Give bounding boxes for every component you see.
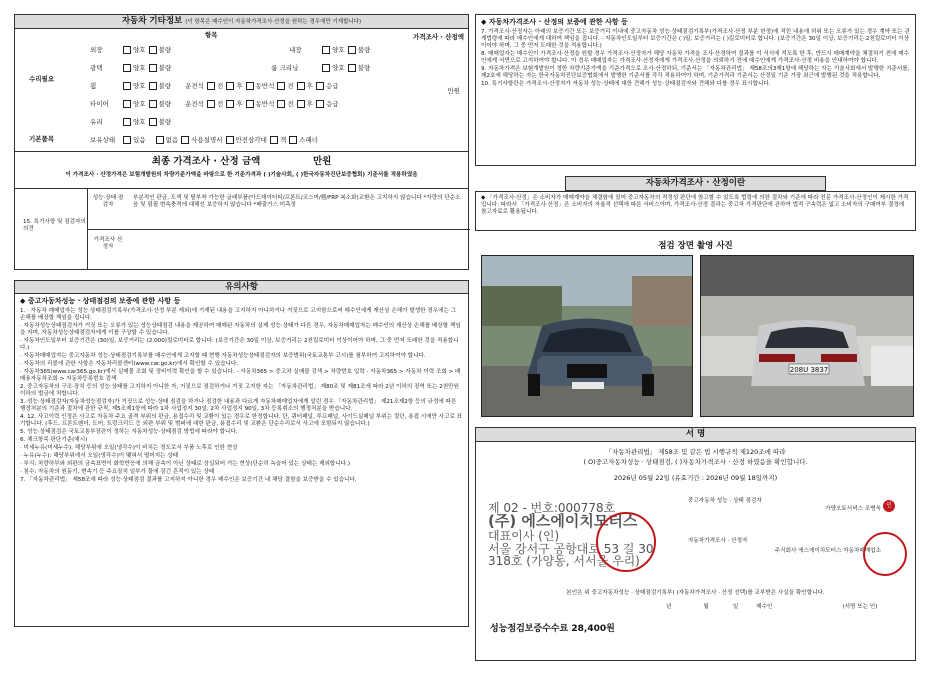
receive-buyer: 매수인 [756,603,773,610]
checkbox[interactable] [123,100,131,108]
row-label: 외장 [90,45,103,54]
repair-label: 수리필요 [29,74,55,83]
opt-label: 전 [216,81,224,90]
checkbox[interactable] [348,64,356,72]
notice-title: 유의사항 [225,281,258,292]
checkbox[interactable] [246,82,254,90]
notice-item: · 누유(누수): 해당부위에서 오일(냉각수)이 맺혀서 떨어지는 상태 [20,452,179,459]
pg-item: 8. 매매업자는 매수인이 가격조사·산정을 원할 경우 가격조사·산정자가 해당 자동차 가격을 조사·산정하여 결과를 이 서식에 적도록 한 후, 반드시 매매계약을 체결하기 전에 매수인에게 서면으로 고지하여야 합니다. 이 경우 매매업자는 가격조사·산정자에게 가격조사·산정을 의뢰하기 전에 매수인에게 가격조사·산정 비용을 안내하여야 합니다. [481,50,910,64]
pg-item: 10. 특기사항란은 가격조사·산정자가 자동차 성능·상태에 대한 견해가 성능·상태점검자와 견해와 다를 경우 표시합니다. [481,80,771,87]
repair-row-polish [90,59,450,77]
checkbox[interactable] [181,136,189,144]
repair-row-exterior [90,41,450,59]
opt-label: 운전석 [185,99,204,108]
etc-info-note: (이 항목은 매수인이 자동차가격조사·산정을 원하는 경우에만 기재합니다) [185,19,362,25]
notice-item: · 자동차인도일부터 보증기간은 (30)일, 보증거리는 (2,000)킬로미터로 합니다. (보증기간은 30일 이상, 보증거리는 2천킬로미터 이상이어야 하며, 그 중 먼저 도래한 것을 적용합니다.) [20,337,459,351]
signature-box [475,442,916,661]
checkbox[interactable] [226,136,234,144]
notice-item: 3. 성능·상태점검자(자동차성능점검자)가 거짓으로 성능·상태 점검을 하거나 점검한 내용과 다르게 자동차매매업자에게 알린 경우 「자동차관리법」 제21조제2항 등의 규정에 따른 행정처분의 기준과 절차에 관한 규칙, 제5조제1항에 따라 1차 사업정지 30일, 2차 사업정지 90일, 3차 등록취소의 행정처분을 받습니다. [20,398,457,412]
checkbox[interactable] [246,100,254,108]
notice-header [14,280,469,295]
price-explain-header [565,176,826,191]
repair-rows [90,41,450,149]
opt-label: 불량 [357,45,371,54]
front-photo [481,255,693,417]
notice-section-title: ◆ 중고자동차성능 · 상태점검의 보증에 관한 사항 등 [20,297,181,306]
notice-item: · 자동차365(www.car365.go.kr)에서 실매물 조회 및 정비이력 확인을 할 수 있습니다. - 자동차365 > 중고차 실매물 검색 > 차량번호 입력 - 자동차365 > 자동차 이력 조회 > 매매용자동차조회 > 자동차등록번호 검색 [20,368,461,382]
photos-area [475,255,916,423]
opt-label: 전 [287,81,294,90]
row-label: 타이어 [90,99,109,108]
stamp-line: 서울 강서구 공항대로 53 길 30 [488,541,654,556]
inspection-fee: 성능점검보증수수료 28,400원 [490,623,615,634]
basic-label: 기본품목 [29,134,55,143]
price-line: 자동차가격조사 · 산정자 [688,537,748,544]
signature-title: 서 명 [685,429,706,440]
checkbox[interactable] [123,64,131,72]
receive-day: 일 [732,603,739,610]
opt-label: 전 [287,99,294,108]
checkbox[interactable] [277,100,285,108]
opt-label: 불량 [158,63,172,72]
right-column [475,14,916,668]
opt-label: 양호 [133,99,146,108]
opt-label: 불량 [158,117,172,126]
basic-items-row [90,131,450,149]
law-line: 「자동차관리법」 제58조 및 같은 법 시행규칙 제120조에 따라 [605,447,786,456]
checkbox[interactable] [322,46,330,54]
opt-label: 전 [216,99,224,108]
car-front-image [482,256,692,416]
opt-label: 후 [236,81,243,90]
repair-row-glass [90,113,450,131]
checkbox[interactable] [149,118,157,126]
opt-label: 후 [306,81,313,90]
checkbox[interactable] [226,100,234,108]
repair-row-tire [90,95,450,113]
checkbox[interactable] [297,100,305,108]
opt-label: 불량 [357,63,371,72]
checkbox[interactable] [316,82,324,90]
receive-month: 월 [703,603,709,610]
price-guarantee-box [475,14,916,166]
opt-label: 후 [236,99,243,108]
perf-checker-label: 성능·상태 점검자 [92,194,124,208]
stamp-line: 318호 (가양동, 서서울 우리) [488,554,640,569]
notice-list [20,308,463,484]
notice-body [14,294,469,627]
receive-year: 년 [666,603,672,610]
checkbox[interactable] [149,100,157,108]
perf-checker-text: 부분적인 판금, 도색 및 탈부착 가능한 글래부품(아드데이터티/프론트/코스머/휀/FRP 복소화)교환은 고지하지 않습니다 *자량의 단순소음 및 펌필 변속충격에 대해선 보증하지 않습니다 *배출가스 미측정 [133,194,461,208]
etc-info-title: 자동차 기타정보 [121,16,183,26]
final-price-box [14,152,469,189]
checkbox[interactable] [123,82,131,90]
notice-item: · 침수: 자동차의 원동기, 변속기 등 주요장치 일부가 물에 잠긴 흔적이 있는 상태 [20,468,215,475]
receive-date [666,604,877,611]
checkbox[interactable] [207,100,215,108]
etc-info-table [14,29,469,152]
price-unit: 만원 [447,86,460,95]
final-price-title: 최종 가격조사 · 산정 금액 [151,155,261,167]
opt-label: 없음 [165,135,179,144]
final-price-note: 이 가격조사 · 산정가격은 보험개발원의 차량기준가액을 바탕으로 한 기준가격과 ( )기술사회, ( )한국자동차진단보증협회) 기준서를 적용하였음 [65,171,418,178]
stamp-line: (주) 에스에이치모터스 [488,512,638,531]
col-item-label: 항목 [205,30,218,39]
checkbox[interactable] [322,64,330,72]
checkbox[interactable] [149,46,157,54]
opt-label: 양호 [133,117,146,126]
price-explain-box [475,191,916,231]
checkbox[interactable] [289,136,297,144]
receive-sign: (서명 또는 인) [842,603,878,610]
checkbox[interactable] [348,46,356,54]
company-stamp [488,502,688,568]
price-guarantee-list [481,29,910,88]
special-remarks-box [14,189,469,270]
checkbox[interactable] [270,136,278,144]
opt-label: 불량 [158,45,172,54]
opt-label: 운전석 [185,81,204,90]
price-explain-text: ◆ 「가격조사·산정」은 소비자가 매매계약을 체결함에 있어 중고자동차의 적정성 판단에 참고할 수 있도록 법령에 의한 절차와 기준에 따라 전문 가격조사·산정인이 제시한 가격입니다. 따라서 「가격조사·산정」은 소비자의 자율적 선택에 따른 서비스이며, 가격조사·산정 결과는 중고차 가격판단에 관하여 법적 구속력은 없고 소비자의 구매여부 결정에 참고자료로 활용됩니다. [481,194,909,215]
opt-label: 양호 [332,45,345,54]
notice-item: · 부식: 차량하부와 외판의 금속표면이 화학반응에 의해 금속이 아닌 상태로 상실되어 가는 현상(단순히 녹슬어 있는 상태는 제외합니다.) [20,460,351,467]
plate-text: 208U 3837 [789,366,829,375]
seller-line: 중고자동차 성능 · 상태 점검자 [688,497,762,504]
notice-item: 2. 중고자동차의 구조·장치 등의 성능·상태를 고지하지 아니한 자, 거짓으로 점검하거나 거짓 고지한 자는 「자동차관리법」 제80조 및 제81조에 따라 2년 이하의 징역 또는 2천만원 이하의 벌금에 처합니다. [20,383,459,397]
notice-item: · 자동차매매업자는 중고자동차 성능·상태점검기록부를 매수인에게 고지할 때 현행 자동차성능상태점검자의 보증범위(국토교통부 고시)를 첨부하여 고지하여야 합니다. [20,352,426,359]
pg-item: 7. 가격조사·산정자는 아래의 보증기간 또는 보증거리 이내에 중고자동차 성능·상태점검기록부(가격조사·산정 부분 한정)에 적힌 내용에 허위 또는 오류가 있는 경우 계약 또는 관계법령에 따라 매수인에게 대하여 책임을 집니다. · 자동차인도일부터 보증기간은 ( )일, 보증거리는 ( )킬로미터로 합니다. (보증기간은 30일 이상, 보증거리는 2천킬로미터 이상이어야 하며, 그 중 먼저 도래한 것을 적용합니다.) [481,28,910,49]
checkbox[interactable] [123,46,131,54]
left-column [14,14,469,668]
opt-label: 불량 [158,81,172,90]
opt-label: 양호 [133,63,146,72]
notice-item: 7. 「자동차관리법」 제58조에 따라 성능·상태점검 결과를 고지하지 아니한 경우 매수인은 보증기간 내 해당 결함을 보증받을 수 있습니다. [20,476,357,483]
checkbox[interactable] [149,64,157,72]
checkbox[interactable] [156,136,164,144]
car-rear-image [701,256,913,416]
rear-photo [700,255,914,417]
date-line: 2026년 05월 22일 (유효기간 : 2026년 09월 18일까지) [613,474,778,483]
checkbox[interactable] [297,82,305,90]
stamp-line: 제 02 - 번호:000778호 [488,500,616,515]
opt-label: 잭 [279,135,287,144]
notice-item: 1. · 자동차 매매업자는 성능·상태점검기록부(가격조사·산정 부분 제외)에 기재된 내용을 고지하지 아니하거나 거짓으로 고지함으로써 매수인에게 재산상 손해가 발생한 경우에는 그 손해를 배상할 책임을 집니다. [20,308,457,321]
opt-label: 응급 [325,99,339,108]
special-label: 15. 특기사항 및 점검자의 의견 [23,218,86,232]
red-seal [596,512,656,572]
row-label: 유리 [90,117,103,126]
opt-label: 동반석 [255,99,275,108]
opt-label: 양호 [332,63,345,72]
stamp-line: 대표이사 (인) [488,529,560,544]
row-label: 룸 크리닝 [271,63,299,72]
seller-name: 가양오토서비스 조병욱 [825,505,881,512]
seller-seal: 인 [883,500,895,512]
checkbox[interactable] [226,82,234,90]
repair-row-wheel [90,77,450,95]
receive-line: 본인은 위 중고자동차성능 · 상태점검기록부( )자동차가격조사 · 산정 선택)를 교부받은 사실을 확인합니다. [566,589,825,596]
opt-label: 동반석 [255,81,275,90]
red-seal-right [863,532,907,576]
opt-label: 불량 [158,99,172,108]
notice-item: · 자동차의 리콜에 관한 사항은 자동차리콜센터(www.car.go.kr)에서 확인할 수 있습니다. [20,360,239,367]
final-price-unit: 만원 [312,155,332,167]
opt-label: 사용설명서 [191,135,223,144]
notice-item: 4. 12. 사고이력 인정은 사고로 자동차 주요 골격 부위의 판금, 용접수리 및 교환이 있는 경우로 한정합니다. 단, 쿼터패널, 루프패널, 사이드실패널 부위는 절단, 용접 시에만 사고로 표기합니다. (후드, 프론트펜더, 도어, 트렁크리드 등 외판 부위 및 범퍼에 대한 판금, 용접수리 및 교환은 단순수리로서 사고에 포함되지 않습니다.) [20,413,463,427]
checkbox[interactable] [277,82,285,90]
opt-label: 응급 [325,81,339,90]
confirm-line: ( O)중고자동차성능 · 상태점검, ( )자동차가격조사 · 산정 하였음을 확인합니다. [583,458,808,466]
opt-label: 안전삼각대 [235,135,267,144]
row-label: 내장 [289,45,302,54]
notice-item: 6. 체크항목 판단기준(예시) [20,436,88,443]
notice-item: 5. 성능·상태점검은 국토교통부장관이 정하는 자동차성능·상태점검 방법에 따라야 합니다. [20,428,238,435]
pg-item: 9. 자동차가격은 보험개발원이 정한 차량기준가액을 기준가격으로 조사·산정하되, 기준서는 「자동차관리법」 제58조의3제1항에 해당하는 자는 기술사회에서 발행한 기준서를, 제2호에 해당하는 자는 한국자동차진단보증협회에서 발행한 기준서를 각각 적용하여야 하며, 기준가격과 기준서는 산정일 기준 가장 최근에 발행된 것을 적용합니다. [481,65,910,79]
opt-label: 있음 [133,135,146,144]
checkbox[interactable] [207,82,215,90]
opt-label: 후 [306,99,313,108]
inspection-record-page [14,14,916,668]
price-guarantee-title: ◆ 자동차가격조사 · 산정의 보증에 관한 사항 등 [481,18,628,26]
col-price-label: 가격조사 · 산정액 [413,32,464,41]
price-explain-title: 자동차가격조사 · 산정이란 [645,178,746,188]
signature-header [475,427,916,442]
price-name: 주식회사 에스에이치모터스 자동차매매업소 [774,547,881,554]
checkbox[interactable] [123,136,131,144]
checkbox[interactable] [316,100,324,108]
etc-info-header [14,14,469,29]
price-checker-label: 가격조사 산정자 [93,236,123,250]
opt-label: 양호 [133,45,146,54]
checkbox[interactable] [123,118,131,126]
checkbox[interactable] [149,82,157,90]
photos-header: 점검 장면 촬영 사진 [658,240,733,251]
row-label: 광택 [90,63,103,72]
notice-item: · 미세누유(미세누수): 해당부위에 오일(냉각수)이 비치는 정도로서 부품 노후로 인한 현상 [20,444,238,451]
notice-item: · 자동차성능상태점검자가 거짓 또는 오류가 있는 성능상태점검 내용을 제공하여 매매된 자동차의 실제 성능·상태가 다른 경우, 자동차매매업자는 매수인의 재산상 손해를 배상할 책임을 지며, 자동차성능상태점검자에게 이를 구상할 수 있습니다. [20,322,461,336]
opt-label: 스패너 [299,135,319,144]
row-label: 보유상태 [90,135,116,144]
row-label: 휠 [90,81,97,90]
opt-label: 양호 [133,81,146,90]
